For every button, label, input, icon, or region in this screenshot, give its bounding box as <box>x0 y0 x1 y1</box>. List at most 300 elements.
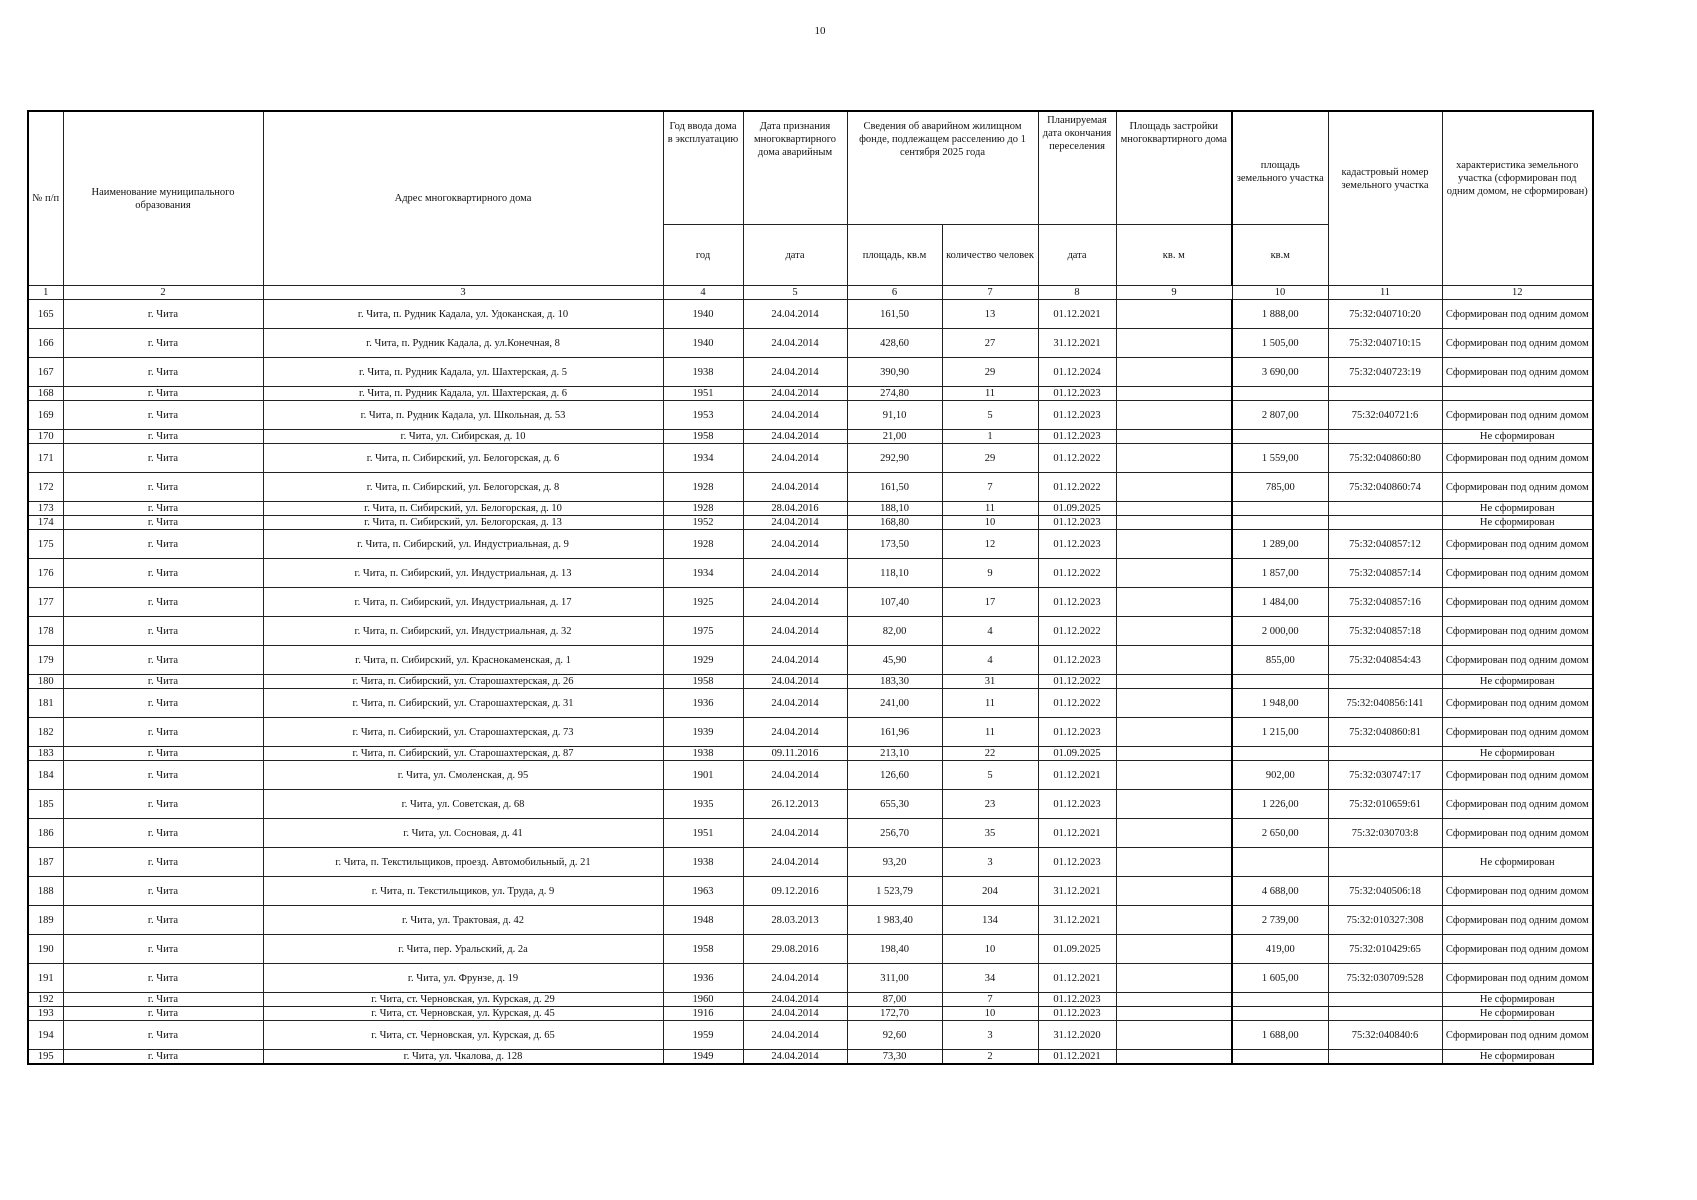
building-area-cell <box>1116 747 1232 761</box>
address-cell: г. Чита, п. Сибирский, ул. Индустриальная, д. 13 <box>263 559 663 588</box>
row-number: 172 <box>28 473 63 502</box>
row-number: 194 <box>28 1021 63 1050</box>
people-cell: 9 <box>942 559 1038 588</box>
year-cell: 1928 <box>663 502 743 516</box>
area-cell: 172,70 <box>847 1007 942 1021</box>
municipality-cell: г. Чита <box>63 617 263 646</box>
table-row <box>28 502 1593 516</box>
table-row <box>28 877 1593 906</box>
column-number: 2 <box>63 286 263 300</box>
building-area-cell <box>1116 790 1232 819</box>
table-row <box>28 689 1593 718</box>
address-cell: г. Чита, ст. Черновская, ул. Курская, д. 65 <box>263 1021 663 1050</box>
planned-date-cell: 01.12.2023 <box>1038 790 1116 819</box>
emergency-date-cell: 24.04.2014 <box>743 1050 847 1065</box>
table-row <box>28 747 1593 761</box>
building-area-cell <box>1116 675 1232 689</box>
cadastral-number-cell: 75:32:040506:18 <box>1328 877 1442 906</box>
table-row <box>28 473 1593 502</box>
header-sub-area: площадь, кв.м <box>847 225 942 286</box>
planned-date-cell: 01.12.2023 <box>1038 646 1116 675</box>
area-cell: 1 983,40 <box>847 906 942 935</box>
table-row <box>28 329 1593 358</box>
planned-date-cell: 01.12.2023 <box>1038 993 1116 1007</box>
row-number: 186 <box>28 819 63 848</box>
year-cell: 1929 <box>663 646 743 675</box>
year-cell: 1951 <box>663 819 743 848</box>
planned-date-cell: 01.12.2023 <box>1038 516 1116 530</box>
land-area-cell: 855,00 <box>1232 646 1328 675</box>
emergency-date-cell: 24.04.2014 <box>743 718 847 747</box>
header-col-emergency-date: Дата признания многоквартирного дома аварийным <box>743 111 847 225</box>
planned-date-cell: 01.12.2023 <box>1038 530 1116 559</box>
header-sub-year: год <box>663 225 743 286</box>
land-area-cell: 1 688,00 <box>1232 1021 1328 1050</box>
year-cell: 1951 <box>663 387 743 401</box>
table-row <box>28 848 1593 877</box>
planned-date-cell: 01.12.2022 <box>1038 617 1116 646</box>
land-characteristic-cell: Не сформирован <box>1442 747 1593 761</box>
year-cell: 1938 <box>663 747 743 761</box>
building-area-cell <box>1116 848 1232 877</box>
land-area-cell: 419,00 <box>1232 935 1328 964</box>
row-number: 168 <box>28 387 63 401</box>
municipality-cell: г. Чита <box>63 502 263 516</box>
area-cell: 188,10 <box>847 502 942 516</box>
land-characteristic-cell: Сформирован под одним домом <box>1442 906 1593 935</box>
year-cell: 1958 <box>663 935 743 964</box>
area-cell: 428,60 <box>847 329 942 358</box>
land-area-cell: 1 559,00 <box>1232 444 1328 473</box>
building-area-cell <box>1116 1021 1232 1050</box>
building-area-cell <box>1116 646 1232 675</box>
emergency-date-cell: 24.04.2014 <box>743 358 847 387</box>
address-cell: г. Чита, п. Сибирский, ул. Белогорская, д. 8 <box>263 473 663 502</box>
municipality-cell: г. Чита <box>63 747 263 761</box>
land-characteristic-cell: Сформирован под одним домом <box>1442 401 1593 430</box>
people-cell: 11 <box>942 718 1038 747</box>
land-area-cell: 2 807,00 <box>1232 401 1328 430</box>
cadastral-number-cell <box>1328 1050 1442 1065</box>
land-area-cell <box>1232 502 1328 516</box>
year-cell: 1928 <box>663 530 743 559</box>
table-row <box>28 790 1593 819</box>
building-area-cell <box>1116 617 1232 646</box>
year-cell: 1901 <box>663 761 743 790</box>
row-number: 166 <box>28 329 63 358</box>
municipality-cell: г. Чита <box>63 877 263 906</box>
land-area-cell: 3 690,00 <box>1232 358 1328 387</box>
year-cell: 1925 <box>663 588 743 617</box>
land-characteristic-cell: Сформирован под одним домом <box>1442 790 1593 819</box>
land-area-cell: 1 289,00 <box>1232 530 1328 559</box>
address-cell: г. Чита, п. Сибирский, ул. Белогорская, д. 10 <box>263 502 663 516</box>
people-cell: 204 <box>942 877 1038 906</box>
people-cell: 4 <box>942 646 1038 675</box>
emergency-date-cell: 09.12.2016 <box>743 877 847 906</box>
address-cell: г. Чита, п. Рудник Кадала, ул. Удоканская, д. 10 <box>263 300 663 329</box>
land-area-cell: 1 226,00 <box>1232 790 1328 819</box>
planned-date-cell: 01.12.2022 <box>1038 473 1116 502</box>
table-row <box>28 588 1593 617</box>
planned-date-cell: 01.12.2022 <box>1038 559 1116 588</box>
header-col-planned-date: Планируемая дата окончания переселения <box>1038 111 1116 225</box>
table-header <box>28 111 1593 286</box>
area-cell: 311,00 <box>847 964 942 993</box>
column-number: 6 <box>847 286 942 300</box>
cadastral-number-cell <box>1328 502 1442 516</box>
table-row <box>28 530 1593 559</box>
area-cell: 45,90 <box>847 646 942 675</box>
table-row <box>28 646 1593 675</box>
table-row <box>28 559 1593 588</box>
cadastral-number-cell <box>1328 993 1442 1007</box>
people-cell: 3 <box>942 848 1038 877</box>
planned-date-cell: 01.12.2023 <box>1038 387 1116 401</box>
row-number: 169 <box>28 401 63 430</box>
people-cell: 4 <box>942 617 1038 646</box>
people-cell: 5 <box>942 761 1038 790</box>
year-cell: 1953 <box>663 401 743 430</box>
people-cell: 27 <box>942 329 1038 358</box>
municipality-cell: г. Чита <box>63 358 263 387</box>
emergency-date-cell: 24.04.2014 <box>743 588 847 617</box>
row-number: 182 <box>28 718 63 747</box>
address-cell: г. Чита, п. Текстильщиков, ул. Труда, д. 9 <box>263 877 663 906</box>
building-area-cell <box>1116 300 1232 329</box>
cadastral-number-cell: 75:32:040857:14 <box>1328 559 1442 588</box>
year-cell: 1949 <box>663 1050 743 1065</box>
cadastral-number-cell <box>1328 747 1442 761</box>
address-cell: г. Чита, п. Рудник Кадала, ул. Школьная, д. 53 <box>263 401 663 430</box>
municipality-cell: г. Чита <box>63 329 263 358</box>
emergency-date-cell: 24.04.2014 <box>743 387 847 401</box>
land-area-cell: 2 739,00 <box>1232 906 1328 935</box>
municipality-cell: г. Чита <box>63 761 263 790</box>
building-area-cell <box>1116 473 1232 502</box>
planned-date-cell: 01.09.2025 <box>1038 935 1116 964</box>
column-number: 10 <box>1232 286 1328 300</box>
planned-date-cell: 01.12.2023 <box>1038 848 1116 877</box>
column-number: 5 <box>743 286 847 300</box>
cadastral-number-cell: 75:32:040710:20 <box>1328 300 1442 329</box>
building-area-cell <box>1116 935 1232 964</box>
area-cell: 655,30 <box>847 790 942 819</box>
table-row <box>28 819 1593 848</box>
people-cell: 22 <box>942 747 1038 761</box>
people-cell: 12 <box>942 530 1038 559</box>
building-area-cell <box>1116 993 1232 1007</box>
emergency-date-cell: 26.12.2013 <box>743 790 847 819</box>
building-area-cell <box>1116 430 1232 444</box>
building-area-cell <box>1116 964 1232 993</box>
building-area-cell <box>1116 387 1232 401</box>
table-row <box>28 935 1593 964</box>
header-col-cadastral: кадастровый номер земельного участка <box>1328 111 1442 286</box>
address-cell: г. Чита, ул. Смоленская, д. 95 <box>263 761 663 790</box>
emergency-date-cell: 24.04.2014 <box>743 559 847 588</box>
address-cell: г. Чита, п. Сибирский, ул. Индустриальная, д. 17 <box>263 588 663 617</box>
land-characteristic-cell: Сформирован под одним домом <box>1442 819 1593 848</box>
header-col-address: Адрес многоквартирного дома <box>263 111 663 286</box>
area-cell: 390,90 <box>847 358 942 387</box>
municipality-cell: г. Чита <box>63 964 263 993</box>
people-cell: 2 <box>942 1050 1038 1065</box>
year-cell: 1936 <box>663 689 743 718</box>
year-cell: 1934 <box>663 444 743 473</box>
header-sub-people: количество человек <box>942 225 1038 286</box>
column-number: 7 <box>942 286 1038 300</box>
emergency-date-cell: 09.11.2016 <box>743 747 847 761</box>
people-cell: 31 <box>942 675 1038 689</box>
building-area-cell <box>1116 819 1232 848</box>
municipality-cell: г. Чита <box>63 819 263 848</box>
land-area-cell <box>1232 1007 1328 1021</box>
land-area-cell: 785,00 <box>1232 473 1328 502</box>
area-cell: 107,40 <box>847 588 942 617</box>
building-area-cell <box>1116 1007 1232 1021</box>
cadastral-number-cell: 75:32:030709:528 <box>1328 964 1442 993</box>
table-body <box>28 286 1593 1065</box>
address-cell: г. Чита, п. Текстильщиков, проезд. Автомобильный, д. 21 <box>263 848 663 877</box>
area-cell: 241,00 <box>847 689 942 718</box>
cadastral-number-cell: 75:32:040857:12 <box>1328 530 1442 559</box>
cadastral-number-cell: 75:32:040710:15 <box>1328 329 1442 358</box>
people-cell: 10 <box>942 1007 1038 1021</box>
municipality-cell: г. Чита <box>63 530 263 559</box>
land-characteristic-cell: Не сформирован <box>1442 430 1593 444</box>
row-number: 170 <box>28 430 63 444</box>
area-cell: 87,00 <box>847 993 942 1007</box>
table-row <box>28 906 1593 935</box>
column-number: 4 <box>663 286 743 300</box>
municipality-cell: г. Чита <box>63 906 263 935</box>
year-cell: 1936 <box>663 964 743 993</box>
table-row <box>28 401 1593 430</box>
cadastral-number-cell: 75:32:010659:61 <box>1328 790 1442 819</box>
land-area-cell: 2 650,00 <box>1232 819 1328 848</box>
emergency-date-cell: 24.04.2014 <box>743 473 847 502</box>
planned-date-cell: 01.12.2023 <box>1038 430 1116 444</box>
column-number: 11 <box>1328 286 1442 300</box>
land-characteristic-cell: Сформирован под одним домом <box>1442 877 1593 906</box>
cadastral-number-cell: 75:32:030703:8 <box>1328 819 1442 848</box>
land-area-cell: 2 000,00 <box>1232 617 1328 646</box>
building-area-cell <box>1116 358 1232 387</box>
address-cell: г. Чита, ул. Сибирская, д. 10 <box>263 430 663 444</box>
row-number: 193 <box>28 1007 63 1021</box>
column-number-row <box>28 286 1593 300</box>
row-number: 191 <box>28 964 63 993</box>
planned-date-cell: 01.12.2022 <box>1038 675 1116 689</box>
land-characteristic-cell: Сформирован под одним домом <box>1442 761 1593 790</box>
land-area-cell <box>1232 747 1328 761</box>
row-number: 188 <box>28 877 63 906</box>
table-row <box>28 516 1593 530</box>
land-area-cell <box>1232 430 1328 444</box>
planned-date-cell: 01.12.2021 <box>1038 819 1116 848</box>
land-characteristic-cell: Сформирован под одним домом <box>1442 358 1593 387</box>
table-row <box>28 964 1593 993</box>
planned-date-cell: 31.12.2020 <box>1038 1021 1116 1050</box>
address-cell: г. Чита, ул. Фрунзе, д. 19 <box>263 964 663 993</box>
area-cell: 161,50 <box>847 300 942 329</box>
planned-date-cell: 01.12.2023 <box>1038 718 1116 747</box>
land-area-cell: 1 948,00 <box>1232 689 1328 718</box>
area-cell: 118,10 <box>847 559 942 588</box>
building-area-cell <box>1116 906 1232 935</box>
address-cell: г. Чита, п. Сибирский, ул. Старошахтерская, д. 73 <box>263 718 663 747</box>
municipality-cell: г. Чита <box>63 401 263 430</box>
address-cell: г. Чита, п. Сибирский, ул. Старошахтерская, д. 31 <box>263 689 663 718</box>
address-cell: г. Чита, п. Сибирский, ул. Белогорская, д. 6 <box>263 444 663 473</box>
people-cell: 29 <box>942 444 1038 473</box>
table-row <box>28 430 1593 444</box>
planned-date-cell: 01.12.2024 <box>1038 358 1116 387</box>
cadastral-number-cell: 75:32:040854:43 <box>1328 646 1442 675</box>
cadastral-number-cell: 75:32:030747:17 <box>1328 761 1442 790</box>
address-cell: г. Чита, п. Рудник Кадала, д. ул.Конечная, 8 <box>263 329 663 358</box>
cadastral-number-cell: 75:32:040723:19 <box>1328 358 1442 387</box>
row-number: 175 <box>28 530 63 559</box>
area-cell: 274,80 <box>847 387 942 401</box>
table-row <box>28 761 1593 790</box>
row-number: 167 <box>28 358 63 387</box>
address-cell: г. Чита, ул. Советская, д. 68 <box>263 790 663 819</box>
cadastral-number-cell: 75:32:040857:16 <box>1328 588 1442 617</box>
year-cell: 1952 <box>663 516 743 530</box>
emergency-date-cell: 24.04.2014 <box>743 1021 847 1050</box>
cadastral-number-cell: 75:32:040840:6 <box>1328 1021 1442 1050</box>
municipality-cell: г. Чита <box>63 646 263 675</box>
land-characteristic-cell: Не сформирован <box>1442 1050 1593 1065</box>
land-area-cell: 1 605,00 <box>1232 964 1328 993</box>
header-col-number: № п/п <box>28 111 63 286</box>
year-cell: 1958 <box>663 430 743 444</box>
year-cell: 1934 <box>663 559 743 588</box>
emergency-date-cell: 28.04.2016 <box>743 502 847 516</box>
area-cell: 198,40 <box>847 935 942 964</box>
address-cell: г. Чита, пер. Уральский, д. 2а <box>263 935 663 964</box>
cadastral-number-cell <box>1328 675 1442 689</box>
row-number: 190 <box>28 935 63 964</box>
land-area-cell: 902,00 <box>1232 761 1328 790</box>
building-area-cell <box>1116 516 1232 530</box>
emergency-date-cell: 24.04.2014 <box>743 516 847 530</box>
emergency-date-cell: 24.04.2014 <box>743 401 847 430</box>
area-cell: 73,30 <box>847 1050 942 1065</box>
address-cell: г. Чита, п. Рудник Кадала, ул. Шахтерская, д. 6 <box>263 387 663 401</box>
row-number: 173 <box>28 502 63 516</box>
header-sub-building-area: кв. м <box>1116 225 1232 286</box>
emergency-date-cell: 24.04.2014 <box>743 964 847 993</box>
municipality-cell: г. Чита <box>63 559 263 588</box>
land-area-cell <box>1232 387 1328 401</box>
header-sub-planned-date: дата <box>1038 225 1116 286</box>
people-cell: 35 <box>942 819 1038 848</box>
building-area-cell <box>1116 1050 1232 1065</box>
row-number: 174 <box>28 516 63 530</box>
land-area-cell <box>1232 675 1328 689</box>
emergency-date-cell: 24.04.2014 <box>743 1007 847 1021</box>
land-area-cell: 1 888,00 <box>1232 300 1328 329</box>
people-cell: 13 <box>942 300 1038 329</box>
table-row <box>28 675 1593 689</box>
land-area-cell: 1 857,00 <box>1232 559 1328 588</box>
building-area-cell <box>1116 329 1232 358</box>
land-characteristic-cell: Сформирован под одним домом <box>1442 689 1593 718</box>
people-cell: 23 <box>942 790 1038 819</box>
planned-date-cell: 01.12.2023 <box>1038 588 1116 617</box>
building-area-cell <box>1116 761 1232 790</box>
cadastral-number-cell: 75:32:010429:65 <box>1328 935 1442 964</box>
row-number: 180 <box>28 675 63 689</box>
people-cell: 3 <box>942 1021 1038 1050</box>
land-characteristic-cell: Сформирован под одним домом <box>1442 300 1593 329</box>
emergency-date-cell: 24.04.2014 <box>743 761 847 790</box>
land-area-cell <box>1232 993 1328 1007</box>
land-characteristic-cell: Сформирован под одним домом <box>1442 646 1593 675</box>
building-area-cell <box>1116 401 1232 430</box>
row-number: 183 <box>28 747 63 761</box>
land-characteristic-cell: Не сформирован <box>1442 848 1593 877</box>
address-cell: г. Чита, ул. Чкалова, д. 128 <box>263 1050 663 1065</box>
row-number: 171 <box>28 444 63 473</box>
area-cell: 91,10 <box>847 401 942 430</box>
cadastral-number-cell: 75:32:040857:18 <box>1328 617 1442 646</box>
planned-date-cell: 01.12.2022 <box>1038 689 1116 718</box>
land-area-cell <box>1232 848 1328 877</box>
building-area-cell <box>1116 559 1232 588</box>
municipality-cell: г. Чита <box>63 516 263 530</box>
row-number: 177 <box>28 588 63 617</box>
row-number: 176 <box>28 559 63 588</box>
land-characteristic-cell: Сформирован под одним домом <box>1442 617 1593 646</box>
land-characteristic-cell: Сформирован под одним домом <box>1442 1021 1593 1050</box>
cadastral-number-cell <box>1328 848 1442 877</box>
header-col-municipality: Наименование муниципального образования <box>63 111 263 286</box>
planned-date-cell: 31.12.2021 <box>1038 877 1116 906</box>
municipality-cell: г. Чита <box>63 430 263 444</box>
table-row <box>28 444 1593 473</box>
planned-date-cell: 01.09.2025 <box>1038 747 1116 761</box>
land-characteristic-cell: Сформирован под одним домом <box>1442 530 1593 559</box>
land-characteristic-cell <box>1442 387 1593 401</box>
land-area-cell: 1 215,00 <box>1232 718 1328 747</box>
land-characteristic-cell: Сформирован под одним домом <box>1442 444 1593 473</box>
emergency-date-cell: 28.03.2013 <box>743 906 847 935</box>
emergency-date-cell: 24.04.2014 <box>743 848 847 877</box>
address-cell: г. Чита, ул. Трактовая, д. 42 <box>263 906 663 935</box>
municipality-cell: г. Чита <box>63 993 263 1007</box>
emergency-date-cell: 24.04.2014 <box>743 300 847 329</box>
building-area-cell <box>1116 530 1232 559</box>
municipality-cell: г. Чита <box>63 1050 263 1065</box>
year-cell: 1935 <box>663 790 743 819</box>
table-row <box>28 358 1593 387</box>
table-row <box>28 617 1593 646</box>
cadastral-number-cell: 75:32:040721:6 <box>1328 401 1442 430</box>
area-cell: 256,70 <box>847 819 942 848</box>
area-cell: 213,10 <box>847 747 942 761</box>
land-characteristic-cell: Сформирован под одним домом <box>1442 588 1593 617</box>
land-characteristic-cell: Не сформирован <box>1442 675 1593 689</box>
year-cell: 1940 <box>663 300 743 329</box>
people-cell: 5 <box>942 401 1038 430</box>
building-area-cell <box>1116 689 1232 718</box>
column-number: 8 <box>1038 286 1116 300</box>
emergency-date-cell: 24.04.2014 <box>743 530 847 559</box>
